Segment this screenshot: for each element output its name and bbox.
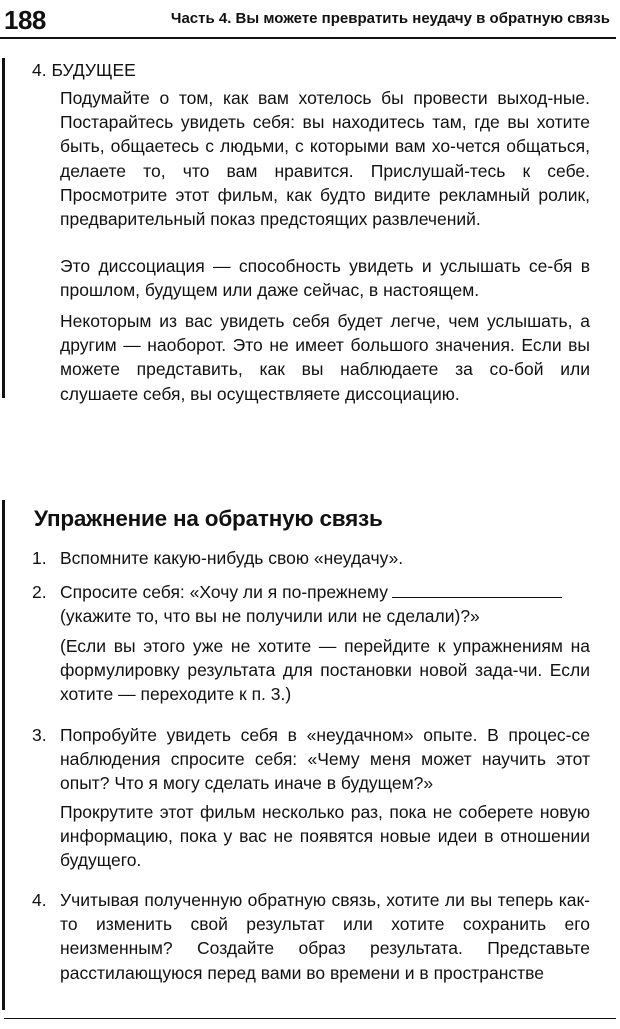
header-rule: [0, 37, 616, 39]
list-item-note: Прокрутите этот фильм несколько раз, пока не соберете новую информацию, пока у вас не появятся новые идеи в отношении будущего.: [60, 802, 590, 871]
list-item-text: Вспомните какую-нибудь свою «неудачу».: [60, 548, 404, 568]
list-item-text: Учитывая полученную обратную связь, хотите ли вы теперь как-то изменить свой результат или хотите сохранить его неизменным? Создайте образ результата. Представьте расстилающуюся перед вами во времени и в пространстве: [60, 890, 590, 983]
section-heading: 4. БУДУЩЕЕ: [32, 60, 136, 80]
paragraph: Это диссоциация — способность увидеть и услышать се-бя в прошлом, будущем или даже сейчас, в настоящем.: [60, 256, 590, 301]
exercise-title: Упражнение на обратную связь: [34, 506, 383, 531]
running-title: Часть 4. Вы можете превратить неудачу в обратную связь: [170, 10, 610, 27]
list-item-note: (Если вы этого уже не хотите — перейдите к упражнениям на формулировку результата для постановки новой зада-чи. Если хотите — переходите к п. 3.): [60, 636, 590, 705]
item-number: 4.: [32, 890, 47, 910]
footer-rule: [4, 1018, 616, 1019]
paragraph: Подумайте о том, как вам хотелось бы провести выход-ные. Постарайтесь увидеть себя: вы находитесь там, где вы хотите быть, общаетесь с людьми, с которыми вам хо-чется общаться, делаете то, что вам нравится. Прислушай-тесь к себе. Просмотрите этот фильм, как будто видите рекламный ролик, предварительный показ предстоящих развлечений.: [60, 88, 590, 230]
fill-in-blank: [392, 581, 562, 598]
page-header: [0, 2, 620, 36]
item-number: 1.: [32, 548, 47, 568]
paragraph: Некоторым из вас увидеть себя будет легче, чем услышать, а другим — наоборот. Это не имеет большого значения. Если вы можете представить, как вы наблюдаете за со-бой или слушаете себя, вы осуществляете диссоциацию.: [60, 311, 590, 404]
list-item-text: [60, 580, 590, 628]
page-number: 188: [4, 5, 46, 35]
item-text-after-blank: (укажите то, что вы не получили или не сделали)?»: [60, 606, 480, 627]
list-item-text: Попробуйте увидеть себя в «неудачном» опыте. В процес-се наблюдения спросите себя: «Чему меня может научить этот опыт? Что я могу сделать иначе в будущем?»: [60, 725, 590, 794]
item-text-before-blank: Спросите себя: «Хочу ли я по-прежнему: [60, 582, 388, 602]
margin-bar-section: [2, 58, 5, 398]
margin-bar-exercise: [2, 500, 5, 1010]
item-number: 2.: [32, 582, 47, 602]
item-number: 3.: [32, 725, 47, 745]
